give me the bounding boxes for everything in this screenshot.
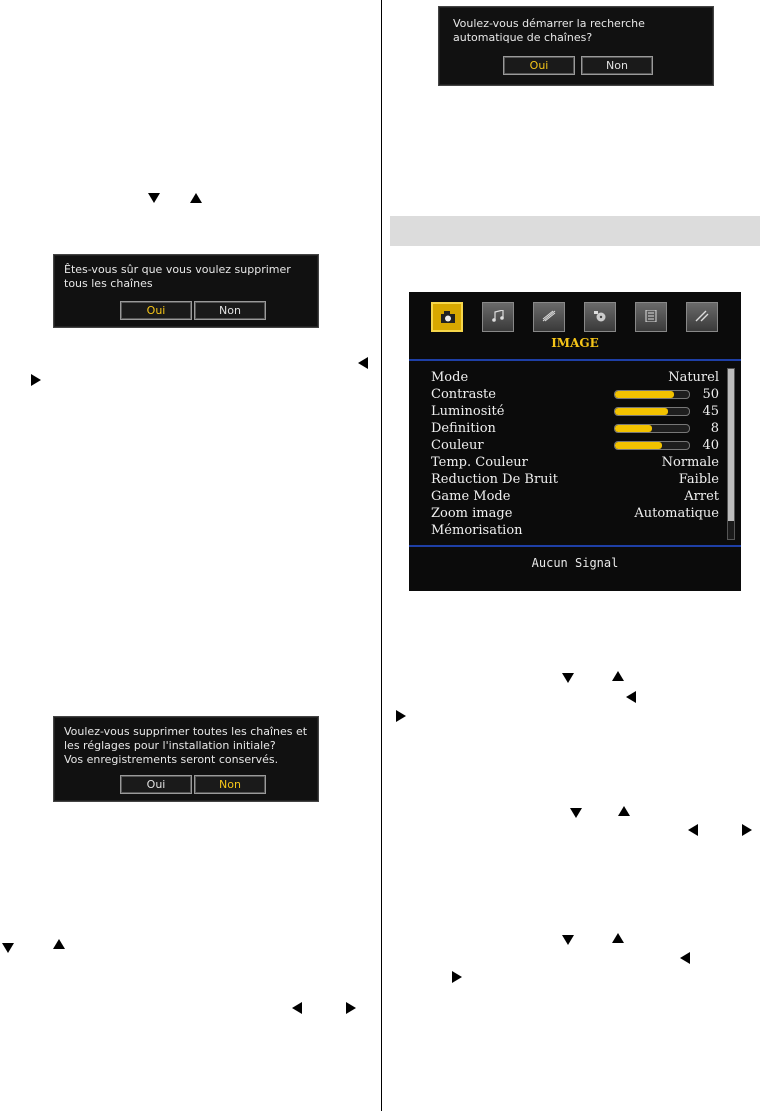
menu-item-value: Automatique	[634, 506, 719, 521]
satellite-icon[interactable]	[533, 302, 565, 332]
down-arrow-icon	[2, 943, 14, 953]
section-heading-bar	[390, 216, 760, 246]
dialog-message-line: automatique de chaînes?	[453, 31, 593, 44]
scrollbar-thumb[interactable]	[728, 369, 734, 521]
down-arrow-icon	[148, 193, 160, 203]
menu-item-value: Arret	[684, 489, 719, 504]
document-icon[interactable]	[635, 302, 667, 332]
left-arrow-icon	[626, 691, 636, 703]
menu-divider	[409, 359, 741, 361]
menu-item-noise-reduction[interactable]	[431, 471, 719, 488]
menu-item-value: 45	[702, 404, 719, 419]
up-arrow-icon	[190, 193, 202, 203]
yes-button[interactable]: Oui	[120, 301, 192, 320]
menu-scrollbar[interactable]	[727, 368, 735, 540]
sharpness-slider[interactable]	[614, 424, 690, 433]
up-arrow-icon	[53, 939, 65, 949]
dialog-message-line: tous les chaînes	[64, 277, 153, 290]
dialog-message	[64, 263, 291, 291]
up-arrow-icon	[612, 933, 624, 943]
menu-item-label: Temp. Couleur	[431, 455, 528, 470]
menu-item-label: Zoom image	[431, 506, 513, 521]
dialog-message-line: Voulez-vous démarrer la recherche	[453, 17, 645, 30]
menu-item-value: Normale	[661, 455, 719, 470]
menu-item-label: Luminosité	[431, 404, 505, 419]
left-arrow-icon	[680, 952, 690, 964]
slider-fill	[615, 408, 668, 415]
no-button[interactable]: Non	[581, 56, 653, 75]
yes-button[interactable]: Oui	[120, 775, 192, 794]
dialog-message-line: Voulez-vous supprimer toutes les chaînes et	[64, 725, 308, 738]
color-slider[interactable]	[614, 441, 690, 450]
menu-item-value: Naturel	[668, 370, 719, 385]
menu-item-contrast[interactable]	[431, 386, 719, 403]
dialog-message-line: Êtes-vous sûr que vous voulez supprimer	[64, 263, 291, 276]
menu-item-sharpness[interactable]	[431, 420, 719, 437]
picture-settings-menu	[409, 292, 741, 591]
column-divider	[381, 0, 382, 1111]
menu-item-label: Mémorisation	[431, 523, 523, 538]
menu-item-label: Mode	[431, 370, 469, 385]
right-arrow-icon	[396, 710, 406, 722]
left-arrow-icon	[688, 824, 698, 836]
down-arrow-icon	[562, 935, 574, 945]
menu-item-value: 40	[702, 438, 719, 453]
slider-fill	[615, 391, 674, 398]
menu-item-label: Reduction De Bruit	[431, 472, 558, 487]
menu-item-game-mode[interactable]	[431, 488, 719, 505]
menu-item-label: Contraste	[431, 387, 496, 402]
left-arrow-icon	[358, 357, 368, 369]
menu-item-label: Couleur	[431, 438, 484, 453]
camera-icon[interactable]	[431, 302, 463, 332]
signal-status: Aucun Signal	[531, 556, 619, 570]
slider-fill	[615, 425, 652, 432]
disc-icon[interactable]	[584, 302, 616, 332]
slider-fill	[615, 442, 662, 449]
menu-item-value: Faible	[678, 472, 719, 487]
dialog-message-line: les réglages pour l'installation initiale?	[64, 739, 276, 752]
tools-icon[interactable]	[686, 302, 718, 332]
right-arrow-icon	[742, 824, 752, 836]
left-arrow-icon	[292, 1002, 302, 1014]
down-arrow-icon	[570, 808, 582, 818]
up-arrow-icon	[618, 806, 630, 816]
delete-channels-dialog	[53, 254, 319, 328]
auto-search-dialog	[438, 6, 714, 86]
menu-title: IMAGE	[551, 336, 599, 350]
brightness-slider[interactable]	[614, 407, 690, 416]
no-button[interactable]: Non	[194, 775, 266, 794]
menu-item-brightness[interactable]	[431, 403, 719, 420]
right-arrow-icon	[31, 374, 41, 386]
menu-item-value: 50	[702, 387, 719, 402]
yes-button[interactable]: Oui	[503, 56, 575, 75]
dialog-message	[64, 725, 307, 767]
no-button[interactable]: Non	[194, 301, 266, 320]
up-arrow-icon	[612, 671, 624, 681]
menu-item-picture-zoom[interactable]	[431, 505, 719, 522]
dialog-message-line: Vos enregistrements seront conservés.	[64, 753, 279, 766]
first-install-dialog	[53, 716, 319, 802]
right-arrow-icon	[346, 1002, 356, 1014]
menu-item-color[interactable]	[431, 437, 719, 454]
menu-item-color-temp[interactable]	[431, 454, 719, 471]
menu-item-label: Definition	[431, 421, 496, 436]
contrast-slider[interactable]	[614, 390, 690, 399]
menu-divider	[409, 545, 741, 547]
menu-item-label: Game Mode	[431, 489, 511, 504]
down-arrow-icon	[562, 673, 574, 683]
right-arrow-icon	[452, 971, 462, 983]
menu-item-store[interactable]	[431, 522, 719, 539]
music-icon[interactable]	[482, 302, 514, 332]
menu-item-mode[interactable]	[431, 369, 719, 386]
menu-item-value: 8	[710, 421, 719, 436]
dialog-message	[453, 17, 645, 45]
